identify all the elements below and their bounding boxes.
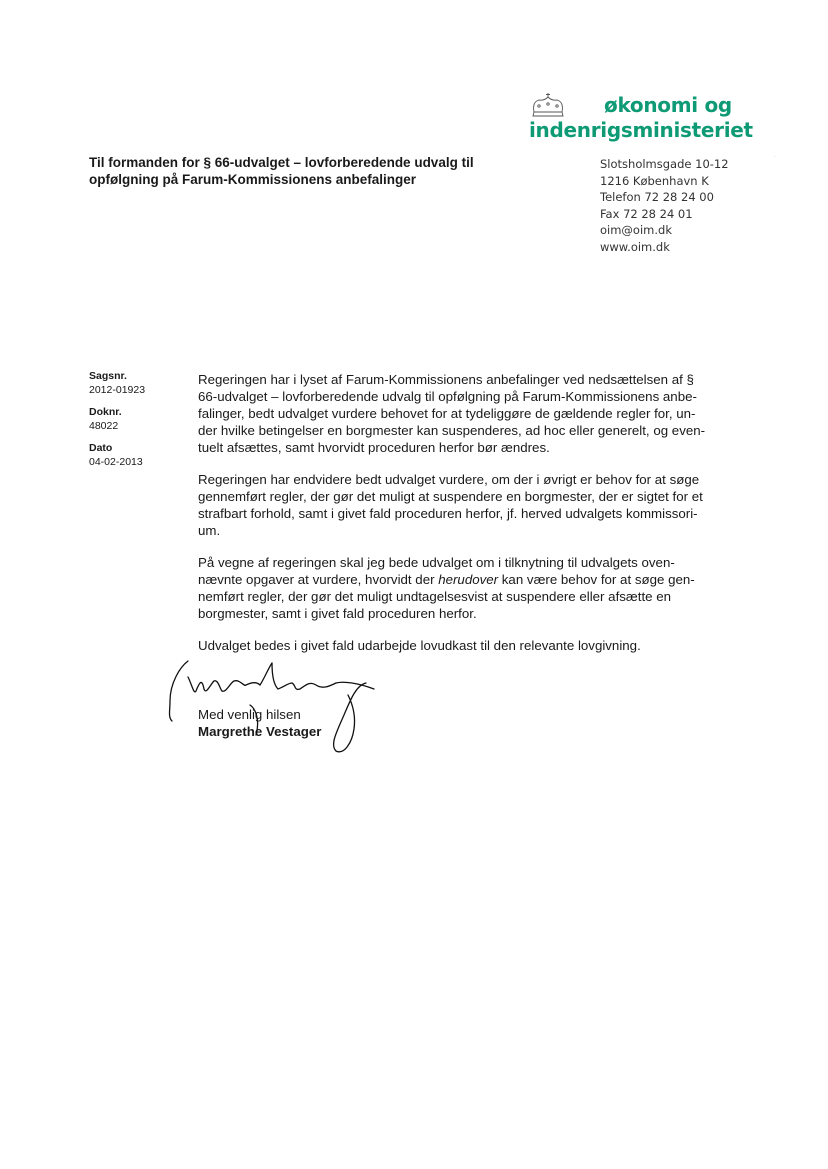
paragraph-line: På vegne af regeringen skal jeg bede udvalget om i tilknytning til udvalgets oven- [198, 555, 675, 570]
letter-body [198, 371, 733, 669]
emphasis-herudover: herudover [438, 572, 499, 587]
address-email: oim@oim.dk [600, 223, 672, 237]
text-span: kan være behov for at søge gen- [498, 572, 695, 587]
paragraph-line: strafbart forhold, samt i givet fald proceduren herfor, jf. herved udvalgets kommissori- [198, 506, 698, 521]
doknr-value: 48022 [89, 419, 119, 432]
paragraph-line: borgmester, samt i givet fald proceduren herfor. [198, 606, 477, 621]
paragraph-line: gennemført regler, der gør det muligt at suspendere en borgmester, der er sigtet for et [198, 489, 703, 504]
paragraph-line: der hvilke betingelser en borgmester kan suspenderes, ad hoc eller generelt, og even- [198, 423, 706, 438]
paragraph-line: Regeringen har i lyset af Farum-Kommissionens anbefalinger ved nedsættelsen af § [198, 372, 694, 387]
sagsnr-label: Sagsnr. [89, 370, 127, 382]
address-website: www.oim.dk [600, 239, 670, 254]
paragraph-line: um. [198, 523, 221, 538]
paragraph-line: tuelt afsættes, samt hvorvidt proceduren herfor bør ændres. [198, 440, 550, 455]
sender-name: Margrethe Vestager [198, 724, 322, 739]
paragraph-line: falinger, bedt udvalget vurdere behovet for at tydeliggøre de gældende regler for, un- [198, 406, 696, 421]
paragraph-3 [198, 554, 733, 622]
paragraph-line: Udvalget bedes i givet fald udarbejde lovudkast til den relevante lovgivning. [198, 638, 641, 653]
recipient-line: opfølgning på Farum-Kommissionens anbefalinger [89, 172, 417, 187]
paragraph-4 [198, 637, 733, 654]
sagsnr-value: 2012-01923 [89, 383, 146, 396]
address-city: 1216 København K [600, 173, 709, 188]
paragraph-1 [198, 371, 733, 456]
paragraph-line: nemført regler, der gør det muligt undtagelsesvist at suspendere eller afsætte en [198, 589, 672, 604]
address-block [600, 156, 800, 255]
recipient-line: Til formanden for § 66-udvalget – lovforberedende udvalg til [89, 155, 474, 170]
address-fax: Fax 72 28 24 01 [600, 206, 693, 221]
logo-text-line2: indenrigsministeriet [529, 118, 753, 142]
paragraph-line: 66-udvalget – lovforberedende udvalg til opfølgning på Farum-Kommissionens anbe- [198, 389, 697, 404]
handwritten-signature [160, 655, 400, 755]
text-span: nævnte opgaver at vurdere, hvorvidt der [198, 572, 439, 587]
paragraph-line [198, 571, 733, 588]
crown-icon [530, 92, 566, 118]
dato-value: 04-02-2013 [89, 455, 143, 468]
closing-greeting: Med venlig hilsen [198, 707, 301, 722]
doknr-label: Doknr. [89, 406, 122, 418]
recipient-heading [89, 154, 519, 188]
paragraph-2 [198, 471, 733, 539]
dato-label: Dato [89, 442, 113, 454]
margin-mark: · [774, 154, 776, 160]
case-meta [89, 370, 189, 478]
logo-text-line1: økonomi og [604, 93, 732, 117]
address-street: Slotsholmsgade 10-12 [600, 157, 729, 171]
paragraph-line: Regeringen har endvidere bedt udvalget vurdere, om der i øvrigt er behov for at søge [198, 472, 700, 487]
address-phone: Telefon 72 28 24 00 [600, 190, 714, 204]
